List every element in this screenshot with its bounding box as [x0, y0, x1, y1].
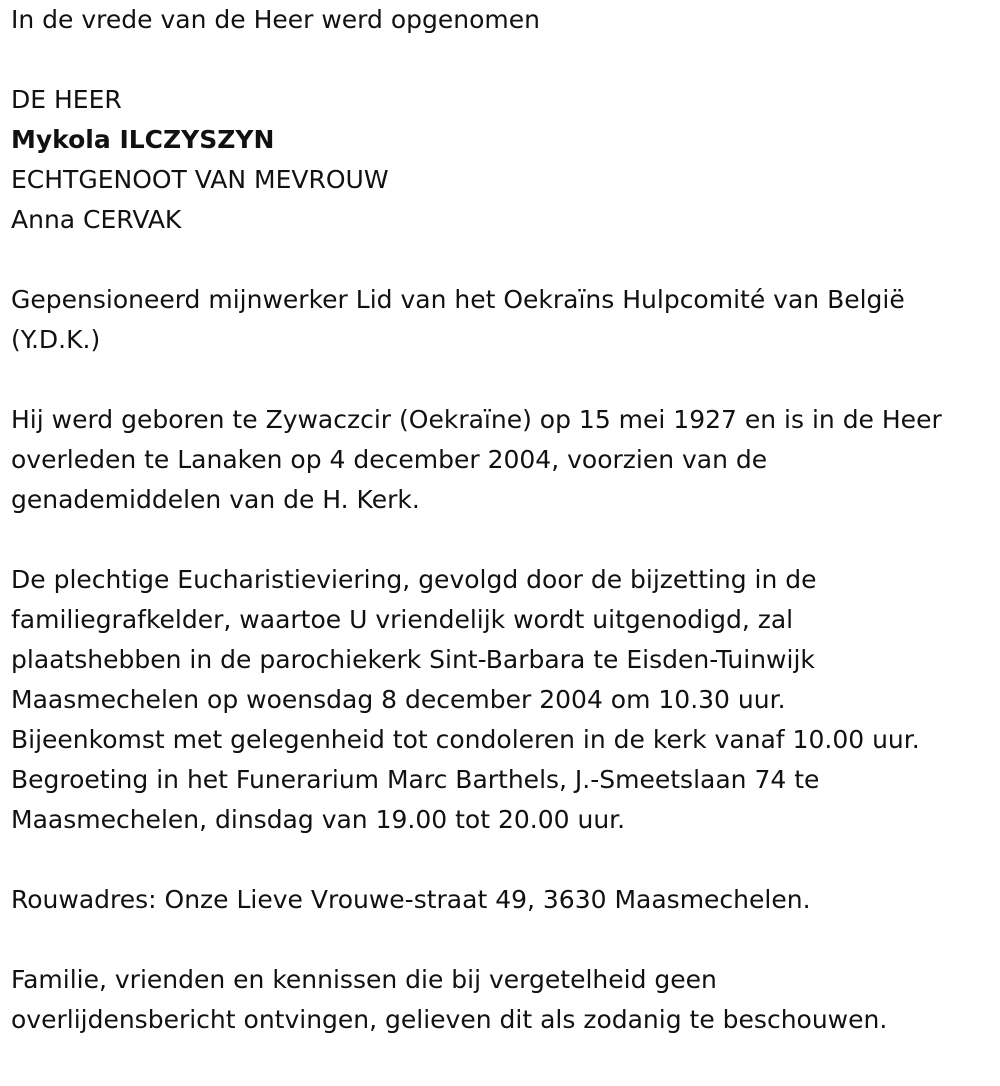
ceremony-paragraph [11, 560, 991, 840]
spacer [11, 840, 991, 880]
spouse-name: Anna CERVAK [11, 205, 182, 234]
paragraph-line: Maasmechelen op woensdag 8 december 2004 om 10.30 uur. [11, 685, 786, 714]
paragraph-line: Gepensioneerd mijnwerker Lid van het Oekraïns Hulpcomité van België [11, 285, 905, 314]
paragraph-line: Begroeting in het Funerarium Marc Barthels, J.-Smeetslaan 74 te [11, 765, 820, 794]
spouse-label: ECHTGENOOT VAN MEVROUW [11, 165, 389, 194]
paragraph-line: Familie, vrienden en kennissen die bij vergetelheid geen [11, 965, 717, 994]
spacer [11, 360, 991, 400]
paragraph-line: familiegrafkelder, waartoe U vriendelijk wordt uitgenodigd, zal [11, 605, 794, 634]
spacer [11, 40, 991, 80]
paragraph-line: Bijeenkomst met gelegenheid tot condoleren in de kerk vanaf 10.00 uur. [11, 725, 920, 754]
paragraph-line: (Y.D.K.) [11, 325, 101, 354]
spacer [11, 520, 991, 560]
intro-line: In de vrede van de Heer werd opgenomen [11, 5, 540, 34]
birth-death-paragraph [11, 400, 991, 520]
spacer [11, 240, 991, 280]
paragraph-line: overleden te Lanaken op 4 december 2004, voorzien van de [11, 445, 768, 474]
paragraph-line: Hij werd geboren te Zywaczcir (Oekraïne) op 15 mei 1927 en is in de Heer [11, 405, 942, 434]
obituary-notice [11, 0, 991, 1040]
deceased-title: DE HEER [11, 85, 122, 114]
paragraph-line: plaatshebben in de parochiekerk Sint-Barbara te Eisden-Tuinwijk [11, 645, 815, 674]
closing-paragraph [11, 960, 991, 1040]
paragraph-line: genademiddelen van de H. Kerk. [11, 485, 420, 514]
paragraph-line: De plechtige Eucharistieviering, gevolgd door de bijzetting in de [11, 565, 817, 594]
mourning-address: Rouwadres: Onze Lieve Vrouwe-straat 49, 3630 Maasmechelen. [11, 885, 811, 914]
paragraph-line: Maasmechelen, dinsdag van 19.00 tot 20.00 uur. [11, 805, 626, 834]
paragraph-line: overlijdensbericht ontvingen, gelieven dit als zodanig te beschouwen. [11, 1005, 888, 1034]
occupation-paragraph [11, 280, 991, 360]
spacer [11, 920, 991, 960]
deceased-name: Mykola ILCZYSZYN [11, 125, 275, 154]
